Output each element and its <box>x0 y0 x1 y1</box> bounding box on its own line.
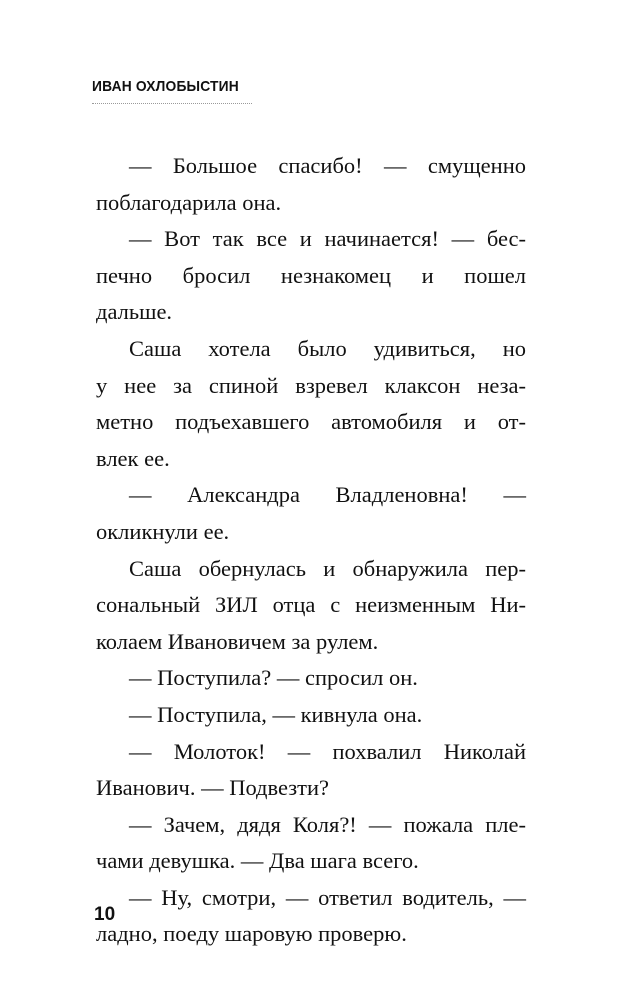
text-line: — Поступила? — спросил он. <box>129 665 418 691</box>
text-line: чами девушка. — Два шага всего. <box>96 848 419 874</box>
text-line: — Александра Владленовна! — <box>129 482 526 508</box>
text-line: — Большое спасибо! — смущенно <box>129 153 526 178</box>
text-line: — Вот так все и начинается! — бес- <box>129 226 526 252</box>
text-line: влек ее. <box>96 445 170 471</box>
header-divider <box>92 103 252 104</box>
text-line: ладно, поеду шаровую проверю. <box>96 921 407 947</box>
text-line: Саша обернулась и обнаружила пер- <box>129 555 526 581</box>
text-line: — Ну, смотри, — ответил водитель, — <box>129 884 526 910</box>
text-line: Иванович. — Подвезти? <box>96 775 330 801</box>
running-header <box>92 78 512 104</box>
text-line: метно подъехавшего автомобиля и от- <box>96 409 526 435</box>
text-line: дальше. <box>96 299 173 325</box>
running-title: ИВАН ОХЛОБЫСТИН <box>92 78 239 95</box>
text-line: у нее за спиной взревел клаксон неза- <box>96 372 526 398</box>
text-line: — Поступила, — кивнула она. <box>129 701 423 727</box>
text-line: поблагодарила она. <box>96 189 282 215</box>
page-text <box>96 148 526 953</box>
text-line: — Молоток! — похвалил Николай <box>129 738 526 764</box>
text-line: Саша хотела было удивиться, но <box>129 335 526 361</box>
text-line: окликнули ее. <box>96 518 230 544</box>
text-line: колаем Ивановичем за рулем. <box>96 628 379 654</box>
text-line: печно бросил незнакомец и пошел <box>96 262 526 288</box>
page-number: 10 <box>94 904 116 925</box>
text-line: — Зачем, дядя Коля?! — пожала пле- <box>129 811 526 837</box>
text-line: сональный ЗИЛ отца с неизменным Ни- <box>96 592 526 618</box>
